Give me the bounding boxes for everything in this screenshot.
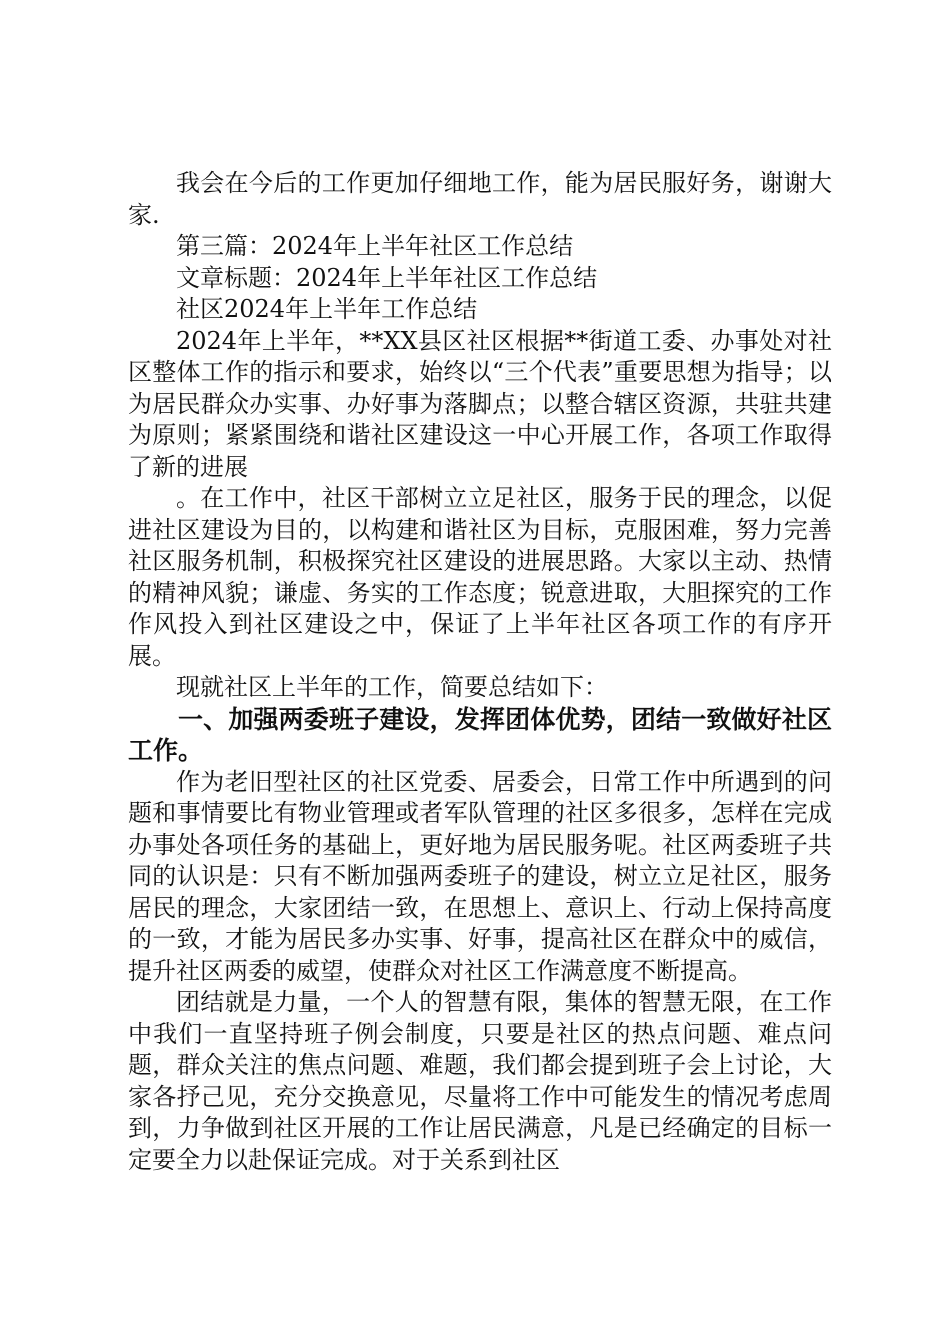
- document-page: [128, 168, 832, 1176]
- paragraph-article-title: 文章标题：2024年上半年社区工作总结: [176, 263, 598, 292]
- paragraph-section-title: 第三篇：2024年上半年社区工作总结: [176, 232, 574, 260]
- paragraph-unity: 团结就是力量，一个人的智慧有限，集体的智慧无限，在工作中我们一直坚持班子例会制度，只要是社区的热点问题、难点问题，群众关注的焦点问题、难题，我们都会提到班子会上讨论，大家各抒己见，充分交换意见，尽量将工作中可能发生的情况考虑周到，力争做到社区开展的工作让居民满意，凡是已经确定的目标一定要全力以赴保证完成。对于关系到社区: [128, 988, 832, 1174]
- section-heading-1: 一、加强两委班子建设，发挥团体优势，团结一致做好社区工作。: [128, 704, 832, 765]
- paragraph-intro: 2024年上半年，**XX县区社区根据**街道工委、办事处对社区整体工作的指示和要求，始终以“三个代表”重要思想为指导；以为居民群众办实事、办好事为落脚点；以整合辖区资源，共驻共建为原则；紧紧围绕和谐社区建设这一中心开展工作，各项工作取得了新的进展: [128, 326, 832, 481]
- paragraph-summary-lead: 现就社区上半年的工作，简要总结如下：: [176, 673, 608, 701]
- paragraph-closing-thanks: 我会在今后的工作更加仔细地工作，能为居民服好务，谢谢大家.: [128, 169, 832, 229]
- paragraph-work-overview: 。在工作中，社区干部树立立足社区，服务于民的理念，以促进社区建设为目的，以构建和谐社区为目标，克服困难，努力完善社区服务机制，积极探究社区建设的进展思路。大家以主动、热情的精神风貌；谦虚、务实的工作态度；锐意进取，大胆探究的工作作风投入到社区建设之中，保证了上半年社区各项工作的有序开展。: [128, 484, 832, 670]
- paragraph-summary-title: 社区2024年上半年工作总结: [176, 295, 478, 323]
- paragraph-committee: 作为老旧型社区的社区党委、居委会，日常工作中所遇到的问题和事情要比有物业管理或者军队管理的社区多很多，怎样在完成办事处各项任务的基础上，更好地为居民服务呢。社区两委班子共同的认识是：只有不断加强两委班子的建设，树立立足社区，服务居民的理念，大家团结一致，在思想上、意识上、行动上保持高度的一致，才能为居民多办实事、好事，提高社区在群众中的威信，提升社区两委的威望，使群众对社区工作满意度不断提高。: [128, 767, 832, 985]
